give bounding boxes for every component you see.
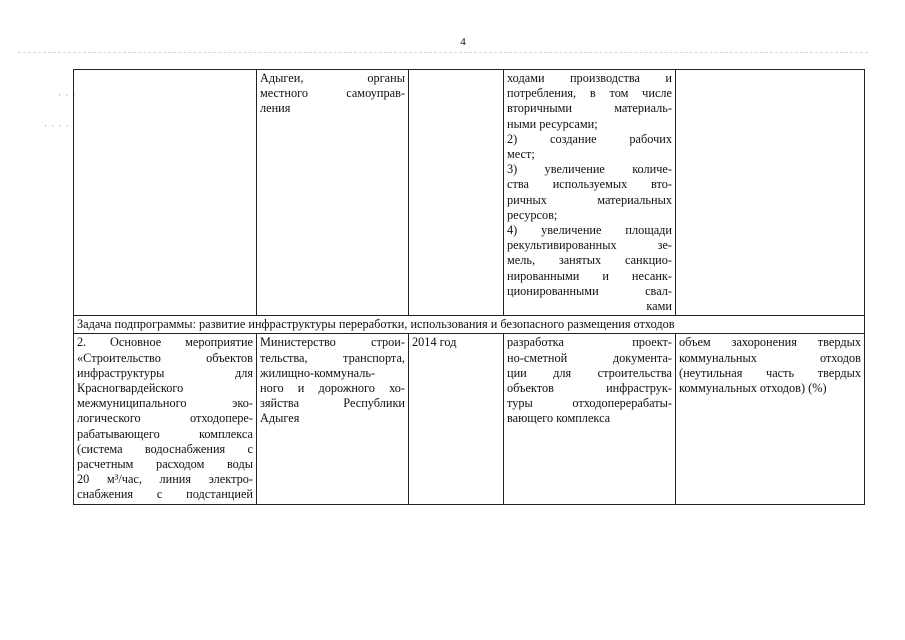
text-line: туры отходоперерабаты- xyxy=(507,396,672,411)
period-text: 2014 год xyxy=(412,335,457,350)
text-line: ства используемых вто- xyxy=(507,177,672,192)
cell-activity-result xyxy=(504,334,676,504)
cell-results-continued xyxy=(504,70,676,316)
cell-executor-continued xyxy=(257,70,409,316)
text-line: ного и дорожного хо- xyxy=(260,381,405,396)
text-line: коммунальных отходов xyxy=(679,350,861,365)
text-line: 20 м³/час, линия электро- xyxy=(77,472,253,487)
text-line: коммунальных отходов) (%) xyxy=(679,381,827,396)
text-line: местного xyxy=(260,86,308,101)
cell-activity-indicator xyxy=(676,334,865,504)
program-table xyxy=(73,69,865,505)
cell-activity-empty xyxy=(74,70,257,316)
text-line: ками xyxy=(646,299,672,314)
cell-indicator-empty xyxy=(676,70,865,316)
text-line: 2. Основное мероприятие xyxy=(77,335,253,350)
text-line: жилищно-коммуналь- xyxy=(260,365,376,380)
text-line: ходами производства и xyxy=(507,71,672,85)
text-line: расчетным расходом воды xyxy=(77,457,253,472)
cell-activity-period xyxy=(409,334,504,504)
text-line: органы xyxy=(367,71,405,85)
text-line: ресурсов; xyxy=(507,207,558,222)
text-line: (система водоснабжения с xyxy=(77,441,253,456)
text-line: разработка проект- xyxy=(507,335,672,350)
text-line: ричных материальных xyxy=(507,192,672,207)
text-line: ления xyxy=(260,101,291,116)
page-number: 4 xyxy=(460,36,466,48)
text-line: вторичными материаль- xyxy=(507,101,672,116)
text-line: мест; xyxy=(507,147,535,162)
activity-row xyxy=(74,334,865,504)
text-line: 3) увеличение количе- xyxy=(507,162,672,177)
text-line: Красногвардейского xyxy=(77,381,184,396)
text-line: (неутильная часть твердых xyxy=(679,365,861,380)
text-line: Адыгея xyxy=(260,411,300,426)
text-line: зяйства Республики xyxy=(260,396,405,411)
scan-artifact-mark: · · · xyxy=(58,90,77,100)
cell-activity-name xyxy=(74,334,257,504)
text-line: Министерство строи- xyxy=(260,335,405,350)
text-line: нированными и несанк- xyxy=(507,268,672,283)
text-line: 4) увеличение площади xyxy=(507,223,672,238)
text-line: ными ресурсами; xyxy=(507,116,598,131)
text-line: самоуправ- xyxy=(346,86,405,101)
text-line: объектов инфраструк- xyxy=(507,381,672,396)
text-line: логического отходопере- xyxy=(77,411,253,426)
text-line: мель, занятых санкцио- xyxy=(507,253,672,268)
text-line: «Строительство объектов xyxy=(77,350,253,365)
text-line: ции для строительства xyxy=(507,365,672,380)
text-line: снабжения с подстанцией xyxy=(77,487,253,502)
text-line: инфраструктуры для xyxy=(77,365,253,380)
cell-period-empty xyxy=(409,70,504,316)
continuation-row xyxy=(74,70,865,316)
text-line: ционированными свал- xyxy=(507,283,672,298)
scan-artifact-mark: · · · · xyxy=(44,121,70,131)
text-line: рекультивированных зе- xyxy=(507,238,672,253)
text-line: но-сметной документа- xyxy=(507,350,672,365)
text-line: объем захоронения твердых xyxy=(679,335,861,350)
text-line: межмуниципального эко- xyxy=(77,396,253,411)
text-line: 2) создание рабочих xyxy=(507,131,672,146)
task-heading: Задача подпрограммы: развитие инфраструктуры переработки, использования и безопасного размещения отходов xyxy=(74,316,865,334)
scan-artifact-line xyxy=(18,52,868,53)
text-line: вающего комплекса xyxy=(507,411,611,426)
text-line: потребления, в том числе xyxy=(507,86,672,101)
text-line: рабатывающего комплекса xyxy=(77,426,253,441)
task-row xyxy=(74,316,865,334)
text-line: Адыгеи, xyxy=(260,71,304,85)
text-line: тельства, транспорта, xyxy=(260,350,405,365)
cell-activity-executor xyxy=(257,334,409,504)
